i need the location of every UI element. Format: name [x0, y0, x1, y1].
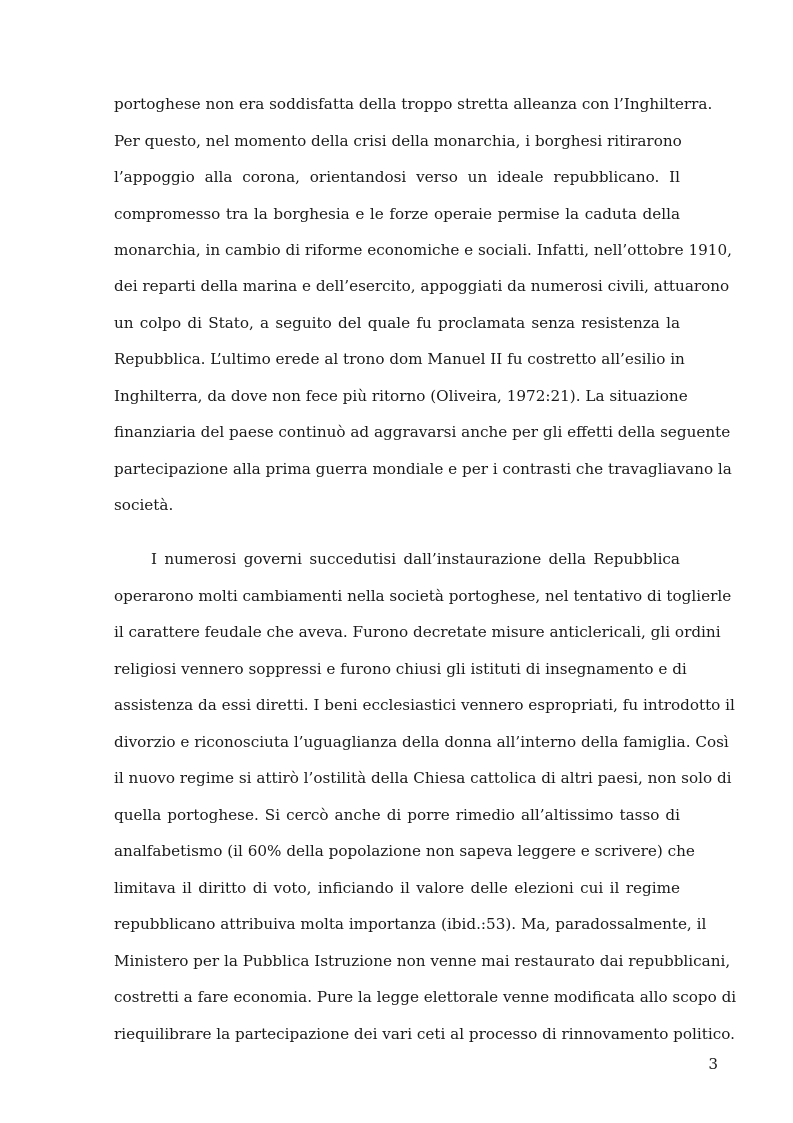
text-line: partecipazione alla prima guerra mondiale e per i contrasti che travagliavano la — [114, 460, 732, 478]
page-number: 3 — [708, 1055, 718, 1073]
text-line: costretti a fare economia. Pure la legge elettorale venne modificata allo scopo di — [114, 988, 737, 1006]
text-line: dei reparti della marina e dell’esercito, appoggiati da numerosi civili, attuarono — [114, 277, 730, 295]
text-line: il nuovo regime si attirò l’ostilità della Chiesa cattolica di altri paesi, non solo di — [114, 769, 732, 787]
text-line: il carattere feudale che aveva. Furono decretate misure anticlericali, gli ordini — [114, 623, 721, 641]
text-line: società. — [114, 496, 174, 514]
text-line: portoghese non era soddisfatta della troppo stretta alleanza con l’Inghilterra. — [114, 95, 713, 113]
text-line: analfabetismo (il 60% della popolazione non sapeva leggere e scrivere) che — [114, 842, 695, 860]
text-line: religiosi vennero soppressi e furono chiusi gli istituti di insegnamento e di — [114, 660, 687, 678]
text-line: Per questo, nel momento della crisi della monarchia, i borghesi ritirarono — [114, 132, 682, 150]
text-line: finanziaria del paese continuò ad aggravarsi anche per gli effetti della seguente — [114, 423, 731, 441]
text-line: divorzio e riconosciuta l’uguaglianza della donna all’interno della famiglia. Così — [114, 733, 729, 751]
text-line: Inghilterra, da dove non fece più ritorno (Oliveira, 1972:21). La situazione — [114, 387, 688, 405]
text-line: limitava il diritto di voto, inficiando il valore delle elezioni cui il regime — [114, 879, 680, 897]
text-line: repubblicano attribuiva molta importanza (ibid.:53). Ma, paradossalmente, il — [114, 915, 707, 933]
text-line: quella portoghese. Si cercò anche di porre rimedio all’altissimo tasso di — [114, 806, 680, 824]
text-line: l’appoggio alla corona, orientandosi verso un ideale repubblicano. Il — [114, 168, 680, 186]
text-line: Ministero per la Pubblica Istruzione non venne mai restaurato dai repubblicani, — [114, 952, 731, 970]
text-line: operarono molti cambiamenti nella società portoghese, nel tentativo di toglierle — [114, 587, 732, 605]
text-line: monarchia, in cambio di riforme economiche e sociali. Infatti, nell’ottobre 1910, — [114, 241, 732, 259]
text-line: Repubblica. L’ultimo erede al trono dom Manuel II fu costretto all’esilio in — [114, 350, 685, 368]
text-line: un colpo di Stato, a seguito del quale fu proclamata senza resistenza la — [114, 314, 680, 332]
text-line: assistenza da essi diretti. I beni ecclesiastici vennero espropriati, fu introdotto il — [114, 696, 735, 714]
text-line: compromesso tra la borghesia e le forze operaie permise la caduta della — [114, 205, 680, 223]
text-line: I numerosi governi succedutisi dall’instaurazione della Repubblica — [151, 550, 680, 568]
text-line: riequilibrare la partecipazione dei vari ceti al processo di rinnovamento politico. — [114, 1025, 735, 1043]
